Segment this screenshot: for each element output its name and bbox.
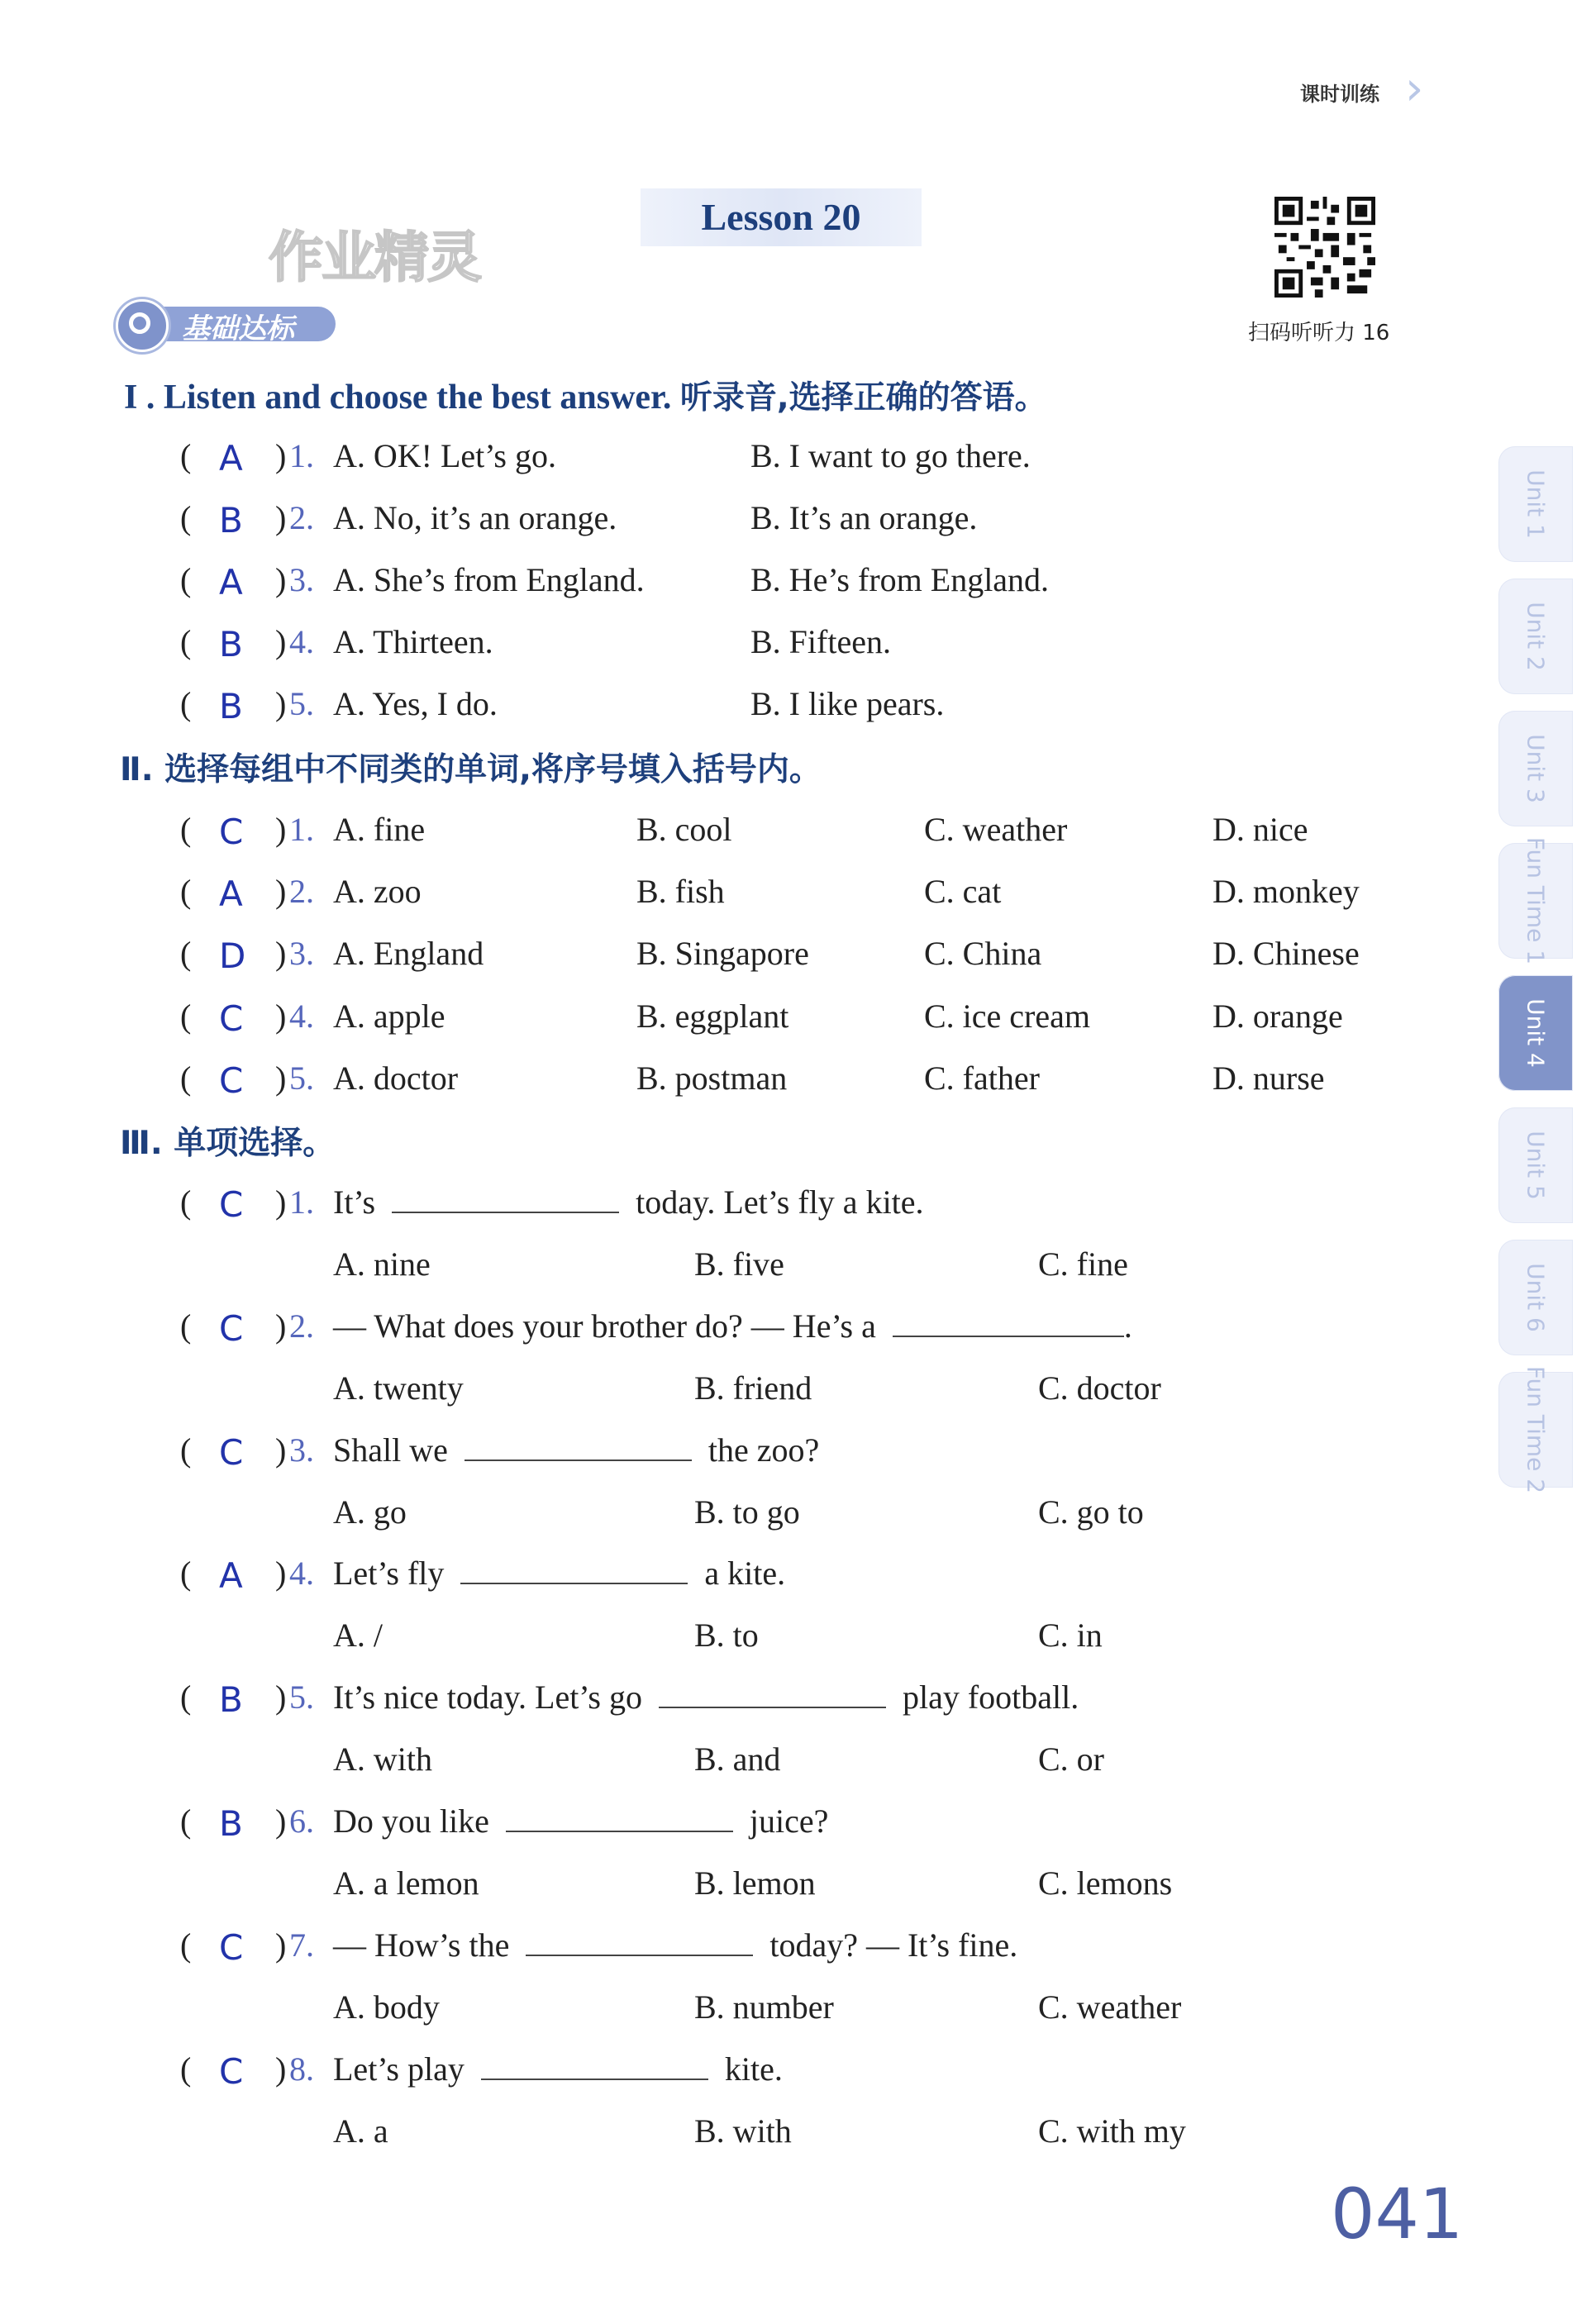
section-3-open-paren: ( bbox=[180, 1926, 192, 1964]
answer-blank[interactable] bbox=[506, 1830, 733, 1832]
tab-unit-2[interactable] bbox=[1498, 579, 1573, 694]
section-3-number: 6. bbox=[289, 1802, 314, 1840]
question-text bbox=[333, 1307, 1132, 1345]
question-stem: — How’s the bbox=[333, 1926, 526, 1964]
tab-label: Unit 5 bbox=[1522, 1131, 1550, 1200]
section-2-close-paren: ) bbox=[275, 811, 287, 848]
section-3-title-text: Ⅲ. 单项选择。 bbox=[120, 1125, 336, 1162]
option-c: C. father bbox=[924, 1060, 1040, 1097]
section-3-number: 8. bbox=[289, 2050, 314, 2088]
section-3-open-paren: ( bbox=[180, 1679, 192, 1716]
tab-unit-4[interactable] bbox=[1498, 975, 1573, 1091]
option-c: C. doctor bbox=[1038, 1369, 1161, 1407]
section-1-open-paren: ( bbox=[180, 623, 192, 660]
option-a: A. No, it’s an orange. bbox=[333, 499, 617, 536]
question-text bbox=[333, 2050, 783, 2088]
section-2-number: 5. bbox=[289, 1060, 314, 1097]
option-b: B. with bbox=[694, 2112, 792, 2150]
qr-caption: 扫码听听力 16 bbox=[1248, 321, 1390, 345]
question-tail: today. Let’s fly a kite. bbox=[619, 1183, 924, 1221]
section-3-open-paren: ( bbox=[180, 1802, 192, 1840]
answer-blank[interactable] bbox=[465, 1459, 692, 1461]
option-b: B. I want to go there. bbox=[750, 437, 1031, 474]
option-a: A. Thirteen. bbox=[333, 623, 493, 660]
option-a: A. doctor bbox=[333, 1060, 459, 1097]
section-2-close-paren: ) bbox=[275, 1060, 287, 1097]
section-2-open-paren: ( bbox=[180, 935, 192, 972]
section-3-answer[interactable]: C bbox=[219, 1308, 244, 1349]
option-b: B. lemon bbox=[694, 1864, 816, 1902]
question-text bbox=[333, 1802, 828, 1840]
question-text bbox=[333, 1183, 924, 1221]
question-stem: Let’s play bbox=[333, 2050, 481, 2088]
section-3-open-paren: ( bbox=[180, 1555, 192, 1592]
section-3-answer[interactable]: A bbox=[219, 1555, 243, 1596]
tab-unit-3[interactable] bbox=[1498, 711, 1573, 826]
section-2-answer[interactable]: C bbox=[219, 998, 244, 1039]
section-2-title-text: Ⅱ. 选择每组中不同类的单词,将序号填入括号内。 bbox=[120, 751, 822, 788]
section-3-open-paren: ( bbox=[180, 1307, 192, 1345]
option-a: A. nine bbox=[333, 1245, 431, 1283]
section-2-open-paren: ( bbox=[180, 998, 192, 1035]
question-tail: kite. bbox=[707, 2050, 783, 2088]
section-2-number: 3. bbox=[289, 935, 314, 972]
option-b: B. fish bbox=[636, 873, 725, 910]
option-a: A. OK! Let’s go. bbox=[333, 437, 556, 474]
section-2-close-paren: ) bbox=[275, 998, 287, 1035]
section-3-open-paren: ( bbox=[180, 1431, 192, 1469]
option-c: C. China bbox=[924, 935, 1042, 972]
tab-fun-time-2[interactable] bbox=[1498, 1365, 1573, 1494]
option-a: A. a lemon bbox=[333, 1864, 479, 1902]
section-1-title bbox=[124, 372, 1047, 418]
section-3-number: 2. bbox=[289, 1307, 314, 1345]
section-1-open-paren: ( bbox=[180, 561, 192, 598]
section-1-answer[interactable]: B bbox=[219, 500, 243, 540]
option-b: B. and bbox=[694, 1740, 781, 1778]
section-3-close-paren: ) bbox=[275, 1802, 287, 1840]
section-2-answer[interactable]: A bbox=[219, 874, 243, 914]
answer-blank[interactable] bbox=[481, 2078, 708, 2080]
section-2-open-paren: ( bbox=[180, 1060, 192, 1097]
question-tail: the zoo? bbox=[691, 1431, 820, 1469]
question-stem: — What does your brother do? — He’s a bbox=[333, 1307, 893, 1345]
section-3-close-paren: ) bbox=[275, 1431, 287, 1469]
option-a: A. twenty bbox=[333, 1369, 464, 1407]
question-stem: Do you like bbox=[333, 1802, 506, 1840]
section-1-close-paren: ) bbox=[275, 561, 287, 598]
option-c: C. fine bbox=[1038, 1245, 1128, 1283]
option-a: A. body bbox=[333, 1988, 440, 2026]
section-3-answer[interactable]: C bbox=[219, 1432, 244, 1473]
page-number: 041 bbox=[1331, 2174, 1464, 2255]
section-3-close-paren: ) bbox=[275, 1679, 287, 1716]
answer-blank[interactable] bbox=[893, 1335, 1124, 1337]
section-1-open-paren: ( bbox=[180, 685, 192, 722]
section-1-close-paren: ) bbox=[275, 685, 287, 722]
section-1-close-paren: ) bbox=[275, 623, 287, 660]
section-1-title-cn: 听录音,选择正确的答语。 bbox=[679, 379, 1047, 417]
option-c: C. ice cream bbox=[924, 998, 1090, 1035]
section-1-number: 4. bbox=[289, 623, 314, 660]
section-2-open-paren: ( bbox=[180, 873, 192, 910]
question-text bbox=[333, 1926, 1017, 1964]
question-stem: It’s nice today. Let’s go bbox=[333, 1679, 659, 1716]
section-3-open-paren: ( bbox=[180, 2050, 192, 2088]
section-1-close-paren: ) bbox=[275, 437, 287, 474]
tab-label: Unit 2 bbox=[1522, 602, 1550, 671]
question-tail: a kite. bbox=[688, 1555, 786, 1592]
section-1-number: 1. bbox=[289, 437, 314, 474]
watermark-logo: 作业精灵 bbox=[269, 226, 480, 289]
section-1-number: 5. bbox=[289, 685, 314, 722]
option-b: B. It’s an orange. bbox=[750, 499, 978, 536]
tab-label: Fun Time 2 bbox=[1522, 1365, 1550, 1494]
answer-blank[interactable] bbox=[392, 1211, 619, 1213]
option-c: C. go to bbox=[1038, 1493, 1144, 1531]
section-3-title bbox=[120, 1117, 335, 1164]
tab-label: Unit 6 bbox=[1522, 1263, 1550, 1332]
option-c: C. in bbox=[1038, 1617, 1103, 1654]
target-icon bbox=[116, 299, 169, 352]
option-d: D. Chinese bbox=[1212, 935, 1360, 972]
section-3-close-paren: ) bbox=[275, 1307, 287, 1345]
option-b: B. five bbox=[694, 1245, 784, 1283]
section-2-title bbox=[120, 744, 822, 790]
section-3-answer[interactable]: B bbox=[219, 1679, 243, 1720]
section-3-number: 7. bbox=[289, 1926, 314, 1964]
option-b: B. Fifteen. bbox=[750, 623, 891, 660]
section-3-number: 3. bbox=[289, 1431, 314, 1469]
section-1-number: 2. bbox=[289, 499, 314, 536]
section-3-number: 4. bbox=[289, 1555, 314, 1592]
option-d: D. orange bbox=[1212, 998, 1343, 1035]
option-b: B. cool bbox=[636, 811, 732, 848]
answer-blank[interactable] bbox=[460, 1582, 688, 1584]
section-2-answer[interactable]: C bbox=[219, 1060, 244, 1101]
option-c: C. weather bbox=[924, 811, 1068, 848]
badge-label: 基础达标 bbox=[182, 312, 294, 345]
question-text bbox=[333, 1554, 785, 1593]
section-2-close-paren: ) bbox=[275, 935, 287, 972]
tab-unit-5[interactable] bbox=[1498, 1107, 1573, 1223]
section-2-number: 2. bbox=[289, 873, 314, 910]
option-a: A. apple bbox=[333, 998, 445, 1035]
option-b: B. friend bbox=[694, 1369, 812, 1407]
section-3-number: 1. bbox=[289, 1183, 314, 1221]
answer-blank[interactable] bbox=[659, 1706, 886, 1708]
option-b: B. number bbox=[694, 1988, 834, 2026]
option-b: B. Singapore bbox=[636, 935, 809, 972]
option-d: D. nurse bbox=[1212, 1060, 1325, 1097]
option-b: B. He’s from England. bbox=[750, 561, 1050, 598]
option-a: A. / bbox=[333, 1617, 383, 1654]
option-b: B. postman bbox=[636, 1060, 788, 1097]
option-d: D. monkey bbox=[1212, 873, 1360, 910]
tab-unit-1[interactable] bbox=[1498, 446, 1573, 562]
question-tail: play football. bbox=[885, 1679, 1079, 1716]
section-2-close-paren: ) bbox=[275, 873, 287, 910]
question-stem: It’s bbox=[333, 1183, 393, 1221]
qr-code-icon[interactable] bbox=[1274, 197, 1375, 298]
option-d: D. nice bbox=[1212, 811, 1308, 848]
section-3-close-paren: ) bbox=[275, 1555, 287, 1592]
section-3-close-paren: ) bbox=[275, 1926, 287, 1964]
option-c: C. weather bbox=[1038, 1988, 1182, 2026]
option-a: A. fine bbox=[333, 811, 426, 848]
option-a: A. Yes, I do. bbox=[333, 685, 498, 722]
answer-blank[interactable] bbox=[526, 1954, 753, 1956]
option-c: C. lemons bbox=[1038, 1864, 1173, 1902]
section-1-open-paren: ( bbox=[180, 499, 192, 536]
question-tail: . bbox=[1123, 1307, 1132, 1345]
question-text bbox=[333, 1431, 819, 1469]
tab-label: Unit 3 bbox=[1522, 734, 1550, 803]
option-c: C. with my bbox=[1038, 2112, 1186, 2150]
section-2-number: 1. bbox=[289, 811, 314, 848]
section-3-close-paren: ) bbox=[275, 2050, 287, 2088]
section-2-answer[interactable]: D bbox=[219, 936, 246, 976]
tab-fun-time-1[interactable] bbox=[1498, 836, 1573, 965]
header-label: 课时训练 bbox=[1300, 83, 1379, 106]
section-1-title-en: I . Listen and choose the best answer. bbox=[124, 379, 672, 417]
question-tail: today? — It’s fine. bbox=[753, 1926, 1018, 1964]
section-1-open-paren: ( bbox=[180, 437, 192, 474]
section-3-answer[interactable]: C bbox=[219, 2051, 244, 2092]
lesson-title: Lesson 20 bbox=[641, 188, 922, 246]
option-a: A. go bbox=[333, 1493, 407, 1531]
section-1-answer[interactable]: A bbox=[219, 562, 243, 602]
question-text bbox=[333, 1678, 1079, 1717]
option-a: A. a bbox=[333, 2112, 388, 2150]
tab-label: Unit 1 bbox=[1522, 469, 1550, 539]
section-1-answer[interactable]: A bbox=[219, 438, 243, 479]
option-b: B. to go bbox=[694, 1493, 800, 1531]
option-c: C. or bbox=[1038, 1740, 1104, 1778]
section-3-answer[interactable]: C bbox=[219, 1927, 244, 1968]
option-a: A. She’s from England. bbox=[333, 561, 645, 598]
option-b: B. eggplant bbox=[636, 998, 789, 1035]
chevron-right-icon: › bbox=[1405, 62, 1424, 116]
section-3-number: 5. bbox=[289, 1679, 314, 1716]
section-1-number: 3. bbox=[289, 561, 314, 598]
question-tail: juice? bbox=[732, 1802, 829, 1840]
option-b: B. I like pears. bbox=[750, 685, 945, 722]
section-3-answer[interactable]: C bbox=[219, 1184, 244, 1225]
section-badge bbox=[116, 299, 339, 350]
question-stem: Let’s fly bbox=[333, 1555, 461, 1592]
section-3-answer[interactable]: B bbox=[219, 1803, 243, 1844]
option-b: B. to bbox=[694, 1617, 759, 1654]
section-1-answer[interactable]: B bbox=[219, 686, 243, 726]
tab-unit-6[interactable] bbox=[1498, 1240, 1573, 1355]
tab-label: Fun Time 1 bbox=[1522, 836, 1550, 965]
option-a: A. England bbox=[333, 935, 484, 972]
section-3-open-paren: ( bbox=[180, 1183, 192, 1221]
option-c: C. cat bbox=[924, 873, 1002, 910]
section-1-close-paren: ) bbox=[275, 499, 287, 536]
option-a: A. with bbox=[333, 1740, 432, 1778]
section-1-answer[interactable]: B bbox=[219, 624, 243, 664]
section-2-number: 4. bbox=[289, 998, 314, 1035]
section-2-open-paren: ( bbox=[180, 811, 192, 848]
section-2-answer[interactable]: C bbox=[219, 812, 244, 852]
question-stem: Shall we bbox=[333, 1431, 465, 1469]
tab-label: Unit 4 bbox=[1522, 998, 1550, 1068]
option-a: A. zoo bbox=[333, 873, 422, 910]
section-3-close-paren: ) bbox=[275, 1183, 287, 1221]
